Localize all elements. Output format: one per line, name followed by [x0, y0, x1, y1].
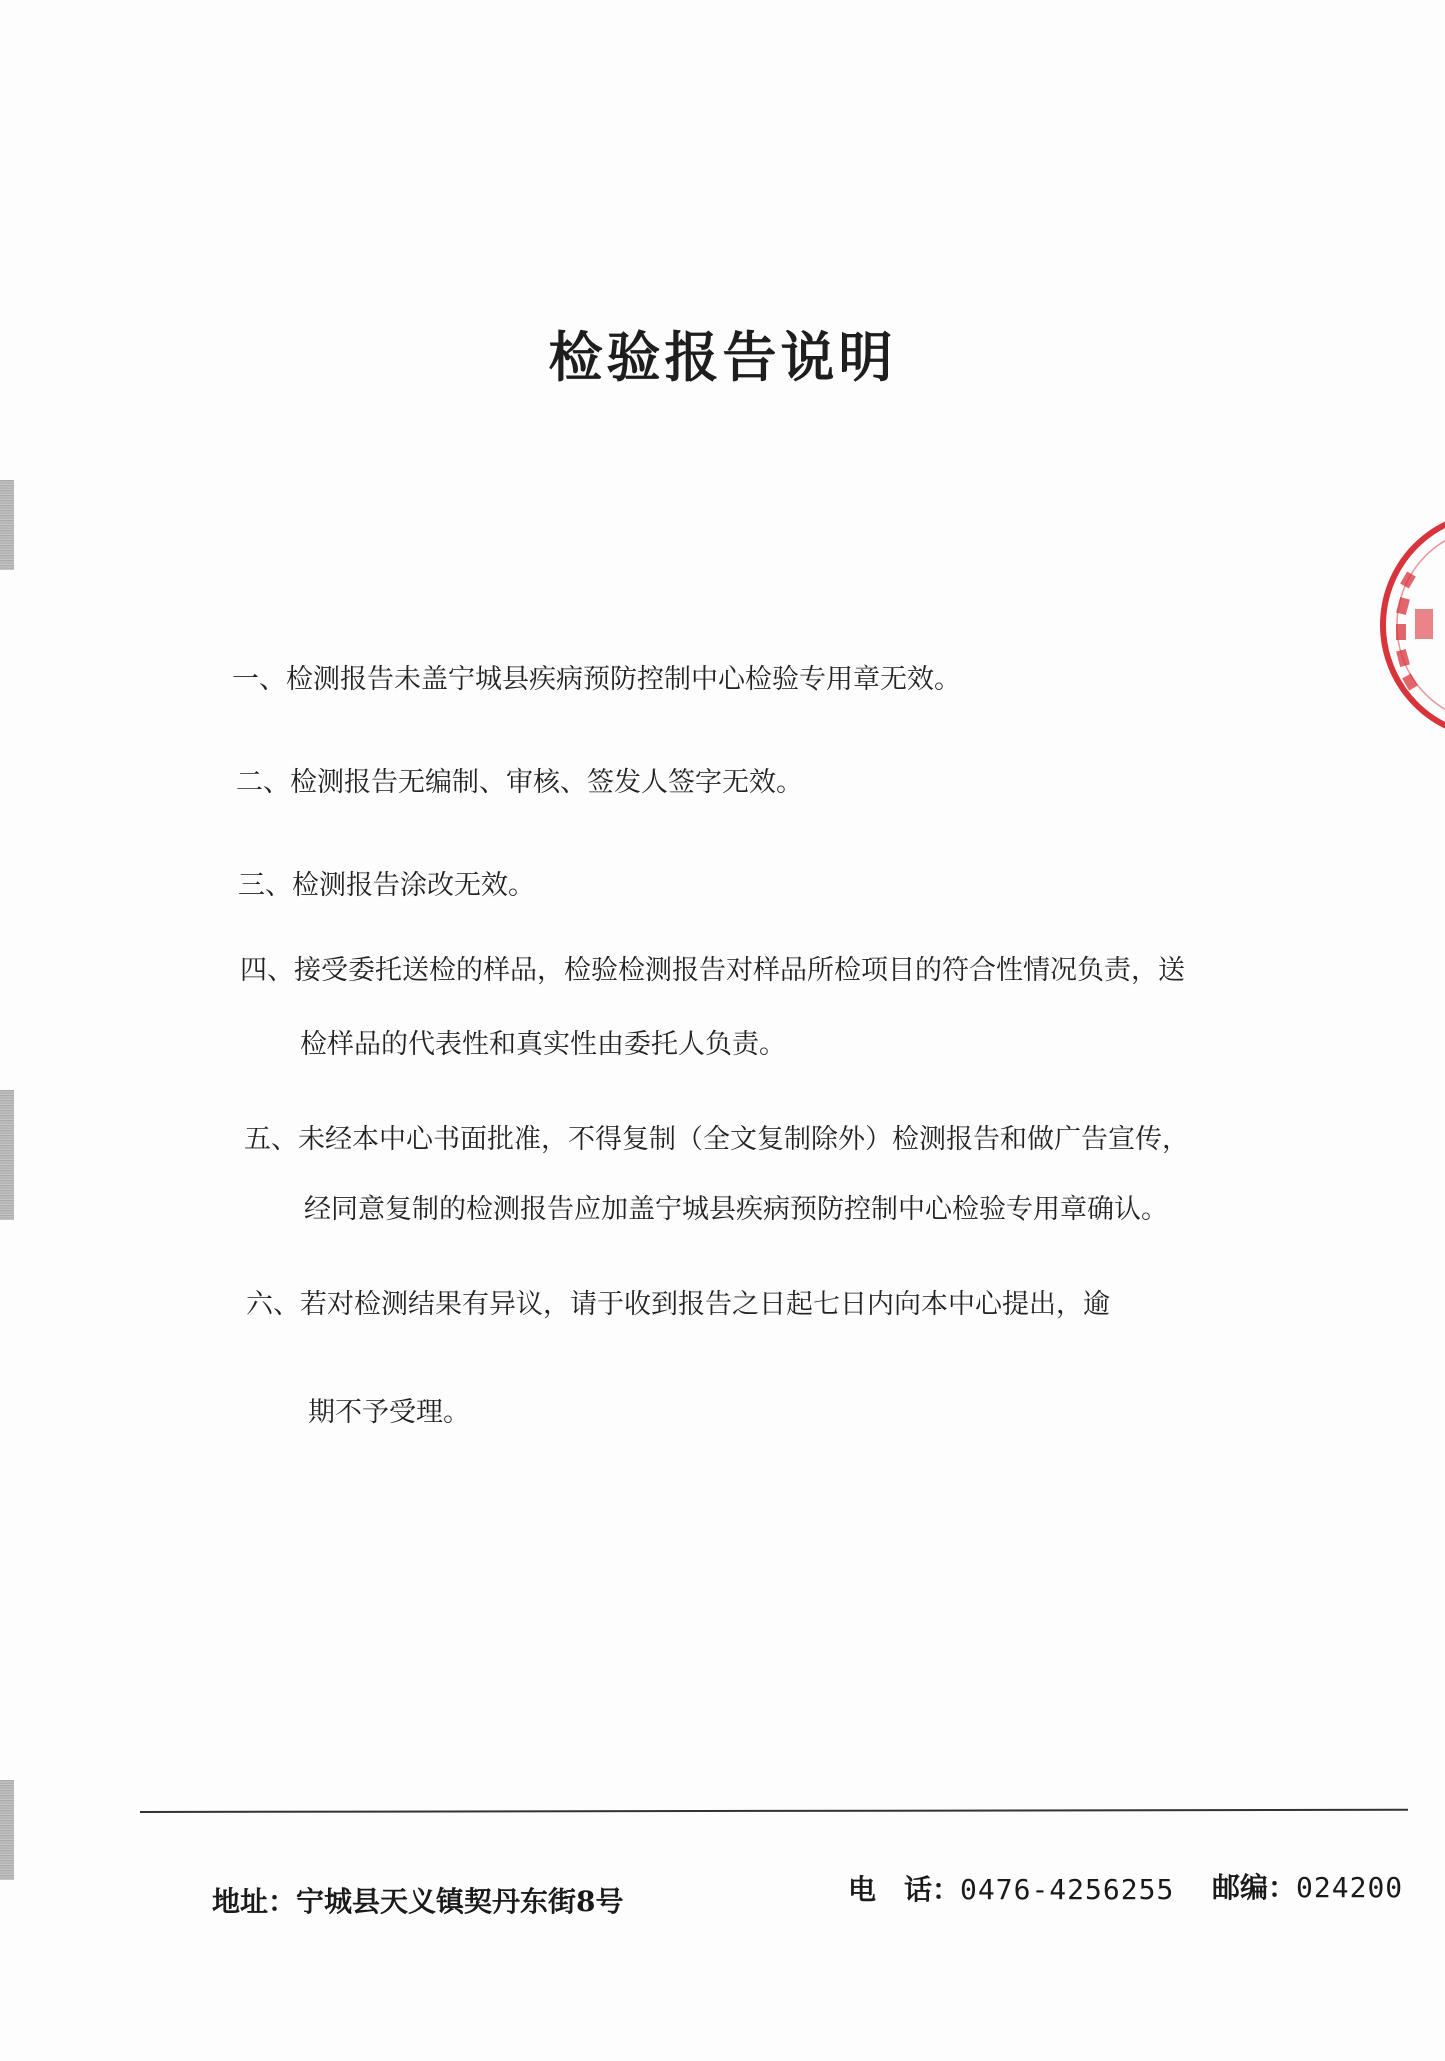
clause-1 [232, 660, 961, 700]
postcode-value: 024200 [1296, 1871, 1404, 1904]
clause-text: 接受委托送检的样品，检验检测报告对样品所检项目的符合性情况负责，送 [294, 955, 1185, 986]
official-seal [1375, 505, 1445, 745]
clause-number: 六、 [246, 1289, 300, 1320]
clause-text: 检测报告涂改无效。 [292, 870, 535, 901]
clause-number: 三、 [238, 870, 292, 901]
clause-6 [246, 1285, 1110, 1325]
scan-artifact [0, 1780, 14, 1880]
phone-value: 0476-4256255 [960, 1873, 1175, 1906]
phone-label: 电 话： [848, 1873, 961, 1906]
clause-4 [240, 951, 1185, 991]
scan-artifact [0, 480, 14, 570]
clause-number: 五、 [244, 1124, 298, 1155]
clause-3 [238, 866, 535, 906]
footer-postcode [1212, 1866, 1403, 1906]
address-label: 地址： [212, 1885, 297, 1918]
footer-divider [140, 1809, 1408, 1813]
clause-2 [236, 763, 803, 803]
seal-text-marks [1396, 571, 1433, 690]
clause-text: 检测报告未盖宁城县疾病预防控制中心检验专用章无效。 [286, 664, 961, 695]
clause-5 [244, 1120, 1189, 1160]
clause-text: 检样品的代表性和真实性由委托人负责。 [300, 1029, 786, 1060]
postcode-label: 邮编： [1212, 1871, 1297, 1904]
clause-number: 二、 [236, 767, 290, 798]
clause-6-continuation [308, 1393, 470, 1433]
footer-address [212, 1880, 624, 1920]
page-title: 检验报告说明 [548, 326, 897, 389]
address-value: 宁城县天义镇契丹东街8号 [296, 1885, 624, 1918]
clause-text: 期不予受理。 [308, 1397, 470, 1428]
clause-text: 经同意复制的检测报告应加盖宁城县疾病预防控制中心检验专用章确认。 [304, 1194, 1168, 1225]
clause-text: 检测报告无编制、审核、签发人签字无效。 [290, 767, 803, 798]
clause-text: 未经本中心书面批准，不得复制（全文复制除外）检测报告和做广告宣传， [298, 1124, 1189, 1155]
clause-4-continuation [300, 1025, 786, 1065]
clause-number: 一、 [232, 664, 286, 695]
scan-artifact [0, 1090, 14, 1220]
clause-5-continuation [304, 1190, 1168, 1230]
footer-phone [848, 1868, 1174, 1908]
clause-number: 四、 [240, 955, 294, 986]
clause-text: 若对检测结果有异议，请于收到报告之日起七日内向本中心提出，逾 [300, 1289, 1110, 1320]
